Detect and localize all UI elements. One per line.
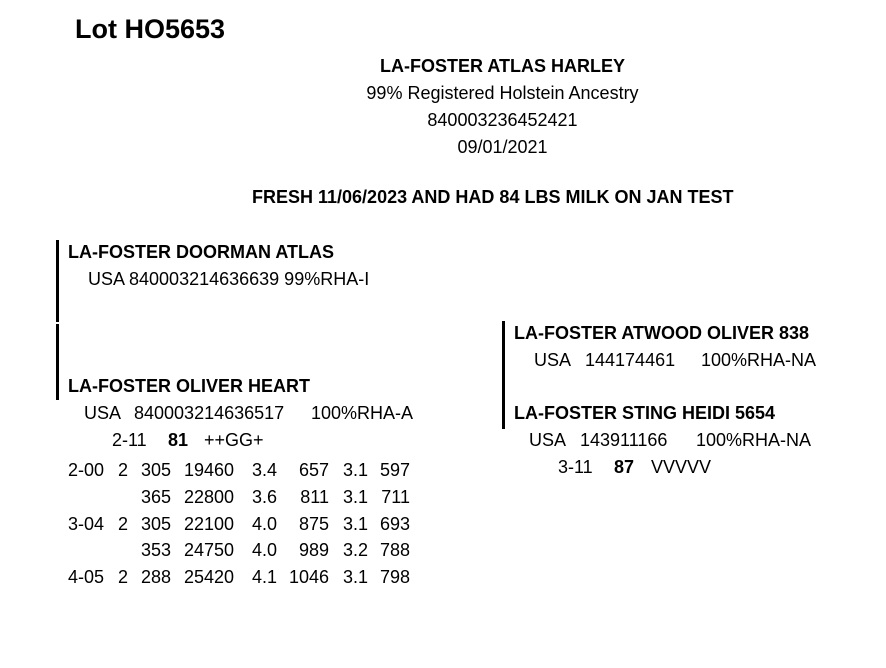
record-milk: 25420 <box>183 567 234 588</box>
dam-dam-country: USA <box>529 430 567 450</box>
dam-sire-rha: 100%RHA-NA <box>701 350 817 370</box>
dam-dam-id: 143911166 <box>580 430 668 450</box>
record-age: 3-04 <box>68 513 105 534</box>
lot-number: Lot HO5653 <box>75 14 226 44</box>
record-fat-pct: 4.1 <box>251 567 277 588</box>
dam-rha: 100%RHA-A <box>311 403 414 423</box>
fresh-note: FRESH 11/06/2023 AND HAD 84 LBS MILK ON JAN TEST <box>252 187 734 207</box>
animal-header <box>310 53 695 161</box>
record-fat-pct: 4.0 <box>251 513 277 534</box>
dam-bracket-line <box>56 324 59 400</box>
record-row <box>0 511 440 538</box>
animal-birth-date: 09/01/2021 <box>457 137 548 157</box>
record-protein-pct: 3.1 <box>342 460 368 480</box>
record-milkings: 2 <box>117 460 128 480</box>
record-days: 353 <box>140 540 171 561</box>
record-milkings: 2 <box>117 513 128 534</box>
dam-id: 840003214636517 <box>134 403 285 423</box>
record-age: 4-05 <box>68 567 105 588</box>
record-protein: 788 <box>379 540 410 561</box>
record-fat-pct: 3.4 <box>251 460 277 480</box>
dam-sire-id: 144174461 <box>585 350 676 370</box>
record-protein: 711 <box>381 486 410 507</box>
sire-bracket-line <box>56 240 59 322</box>
record-protein-pct: 3.1 <box>342 513 368 534</box>
record-protein: 693 <box>379 513 410 534</box>
record-days: 305 <box>140 513 171 534</box>
dam-dam-class-grade: VVVVV <box>651 457 712 477</box>
dam-class-score: 81 <box>168 430 189 450</box>
animal-name: LA-FOSTER ATLAS HARLEY <box>380 56 625 76</box>
dam-sire-country: USA <box>534 350 572 370</box>
sire-name: LA-FOSTER DOORMAN ATLAS <box>68 242 334 262</box>
record-protein-pct: 3.2 <box>342 540 368 561</box>
dam-dam-class-score: 87 <box>614 457 635 477</box>
dam-dam-class-age: 3-11 <box>558 457 593 477</box>
record-row <box>0 537 440 564</box>
dam-dam-rha: 100%RHA-NA <box>696 430 812 450</box>
record-days: 305 <box>140 460 171 480</box>
sire-info: USA 840003214636639 99%RHA-I <box>88 269 370 289</box>
record-milk: 24750 <box>183 540 234 561</box>
record-protein-pct: 3.1 <box>342 486 368 507</box>
record-milk: 22800 <box>183 486 234 507</box>
record-fat: 657 <box>298 460 329 480</box>
record-days: 288 <box>140 567 171 588</box>
record-fat: 1046 <box>288 567 329 588</box>
record-protein-pct: 3.1 <box>342 567 368 588</box>
record-fat-pct: 3.6 <box>251 486 277 507</box>
dam-name: LA-FOSTER OLIVER HEART <box>68 376 310 396</box>
animal-id: 840003236452421 <box>427 110 578 130</box>
animal-ancestry: 99% Registered Holstein Ancestry <box>366 83 639 103</box>
dam-sire-name: LA-FOSTER ATWOOD OLIVER 838 <box>514 323 810 343</box>
record-days: 365 <box>140 486 171 507</box>
record-milk: 19460 <box>183 460 234 480</box>
record-age: 2-00 <box>68 460 105 480</box>
dam-dam-name: LA-FOSTER STING HEIDI 5654 <box>514 403 776 423</box>
record-milk: 22100 <box>183 513 234 534</box>
record-row <box>0 564 440 591</box>
dam-class-grade: ++GG+ <box>204 430 264 450</box>
record-fat: 811 <box>300 486 329 507</box>
record-milkings: 2 <box>117 567 128 588</box>
record-protein: 597 <box>379 460 410 480</box>
record-row <box>0 457 440 484</box>
record-protein: 798 <box>379 567 410 588</box>
record-fat: 989 <box>298 540 329 561</box>
dam-production-records <box>0 457 440 597</box>
dam-class-age: 2-11 <box>112 430 147 450</box>
dam-sire-bracket-line <box>502 321 505 429</box>
record-row <box>0 484 440 511</box>
dam-country: USA <box>84 403 122 423</box>
record-fat: 875 <box>298 513 329 534</box>
record-fat-pct: 4.0 <box>251 540 277 561</box>
